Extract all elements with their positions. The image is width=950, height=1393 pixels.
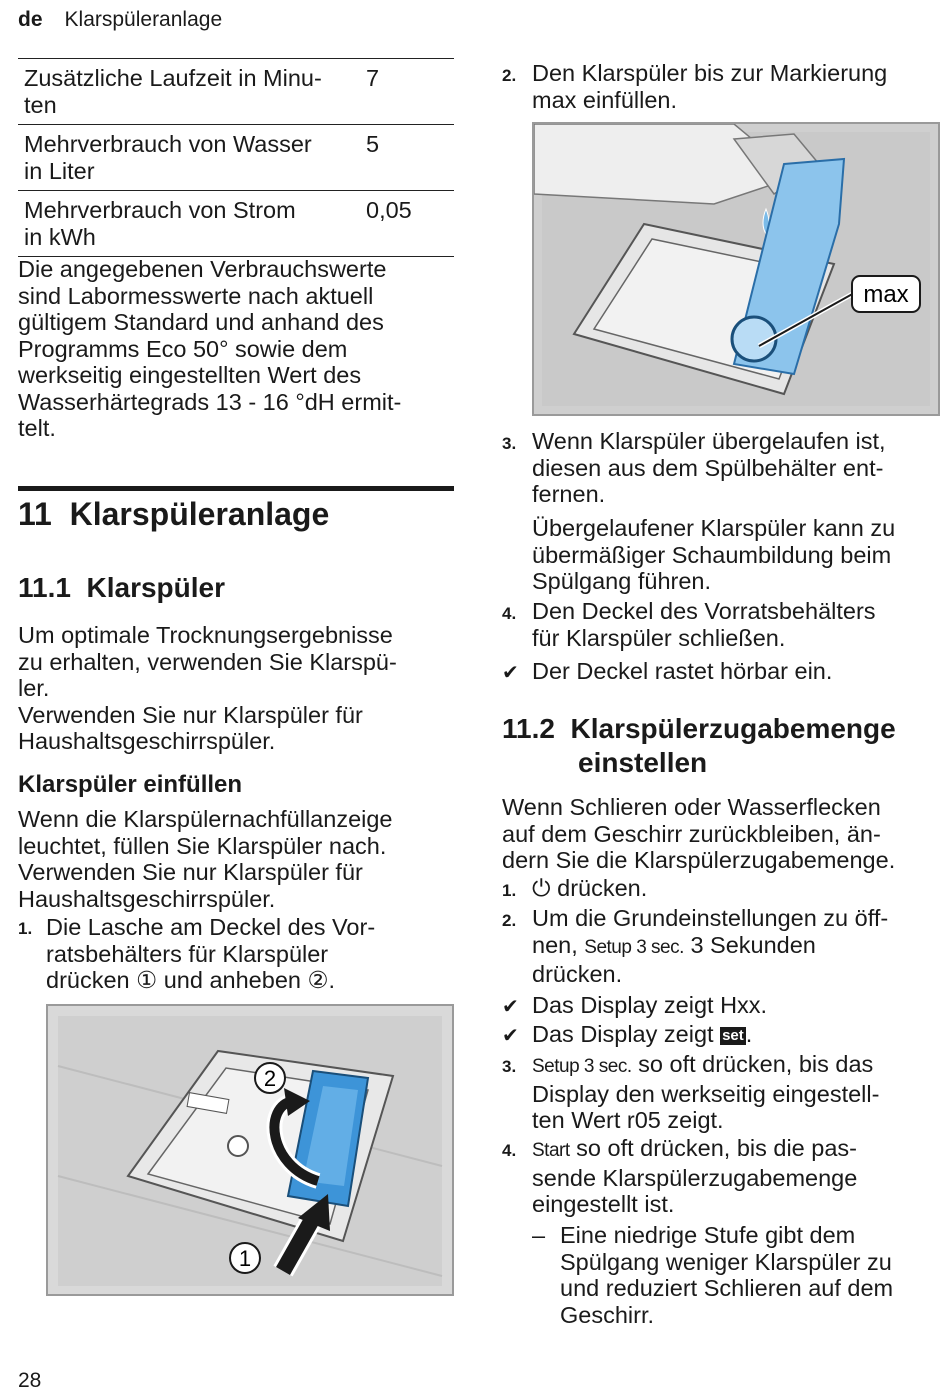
step-text: Setup 3 sec. so oft drücken, bis das Display den werkseitig eingestell- ten Wert r05 zeigt.: [532, 1051, 880, 1133]
check-icon: ✔: [502, 662, 519, 684]
step-number: 3.: [502, 434, 517, 453]
sub-heading: Klarspüler einfüllen: [18, 771, 243, 798]
consumption-table: [18, 58, 454, 257]
step-number: 4.: [502, 604, 517, 623]
figure-fill-max: [532, 122, 940, 416]
step-text: Start so oft drücken, bis die pas- sende Klarspülerzugabemenge eingestellt ist.: [532, 1135, 858, 1217]
page-header: [18, 8, 222, 32]
dash-text: Eine niedrige Stufe gibt dem Spülgang weniger Klarspüler zu und reduziert Schlieren auf dem Geschirr.: [560, 1222, 894, 1328]
dispenser-illustration: [48, 1006, 452, 1294]
header-title: Klarspüleranlage: [64, 8, 223, 31]
step-text: Um die Grundeinstellungen zu öff- nen, Setup 3 sec. 3 Sekunden drücken.: [532, 905, 889, 987]
consumption-note: Die angegebenen Verbrauchswerte sind Labormesswerte nach aktuell gültigem Standard und anhand des Programms Eco 50° sowie dem werkseitig eingestellten Wert des Wasserhärtegrads 13 - 16 °dH ermit- telt.: [18, 256, 402, 441]
section-intro: Wenn Schlieren oder Wasserflecken auf dem Geschirr zurückbleiben, än- dern Sie die Klarspülerzugabemenge.: [502, 794, 896, 873]
table-label: ten: [24, 91, 57, 118]
step-text: Den Deckel des Vorratsbehälters für Klarspüler schließen.: [532, 598, 876, 651]
table-label: in Liter: [24, 157, 95, 184]
chapter-title: 11 Klarspüleranlage: [18, 496, 330, 532]
table-value: 7: [366, 59, 454, 125]
table-label: Mehrverbrauch von Wasser: [24, 131, 312, 157]
section-title: 11.2 Klarspülerzugabemenge einstellen: [502, 713, 896, 778]
result-text: Das Display zeigt set.: [532, 1021, 753, 1047]
step-number: 4.: [502, 1141, 517, 1160]
step-number: 2.: [502, 911, 517, 930]
figure-label-2: 2: [263, 1066, 277, 1091]
setup-key: Setup 3 sec.: [532, 1056, 632, 1077]
table-value: 0,05: [366, 191, 454, 257]
check-icon: ✔: [502, 996, 519, 1018]
table-label: Mehrverbrauch von Strom: [24, 197, 296, 223]
step-note: Übergelaufener Klarspüler kann zu übermäßiger Schaumbildung beim Spülgang führen.: [532, 515, 896, 594]
figure-open-lid: [46, 1004, 454, 1296]
section-title: 11.1 Klarspüler: [18, 572, 226, 603]
table-value: 5: [366, 125, 454, 191]
step-number: 3.: [502, 1057, 517, 1076]
fill-illustration: [534, 124, 938, 414]
result-text: Das Display zeigt Hxx.: [532, 992, 768, 1018]
table-label: Zusätzliche Laufzeit in Minu-: [24, 65, 322, 91]
check-icon: ✔: [502, 1025, 519, 1047]
chapter-rule: [18, 486, 454, 491]
dash-marker: –: [532, 1222, 546, 1248]
power-icon: ⏻: [532, 875, 551, 901]
page-number: 28: [18, 1369, 42, 1392]
set-display-badge: set: [722, 1027, 744, 1044]
step-text: Wenn Klarspüler übergelaufen ist, diesen aus dem Spülbehälter ent- fernen.: [532, 428, 886, 507]
table-label: in kWh: [24, 223, 96, 250]
section-intro: Um optimale Trocknungsergebnisse zu erhalten, verwenden Sie Klarspü- ler. Verwenden Sie nur Klarspüler für Haushaltsgeschirrspüler.: [18, 622, 397, 754]
step-number: 1.: [502, 881, 517, 900]
step-text: Den Klarspüler bis zur Markierung max einfüllen.: [532, 60, 888, 113]
table-row: [18, 191, 454, 257]
sub-text: Wenn die Klarspülernachfüllanzeige leuchtet, füllen Sie Klarspüler nach. Verwenden Sie nur Klarspüler für Haushaltsgeschirrspüler.: [18, 806, 393, 912]
header-lang: de: [18, 8, 43, 31]
max-label: max: [863, 281, 909, 308]
result-text: Der Deckel rastet hörbar ein.: [532, 658, 833, 684]
step-text: Die Lasche am Deckel des Vor- ratsbehälters für Klarspüler drücken ① und anheben ②.: [46, 914, 376, 993]
setup-key: Setup 3 sec.: [584, 936, 684, 958]
step-number: 2.: [502, 66, 517, 85]
step-number: 1.: [18, 919, 33, 938]
table-row: [18, 125, 454, 191]
table-row: [18, 59, 454, 125]
figure-label-1: 1: [238, 1246, 252, 1271]
start-key: Start: [532, 1140, 570, 1161]
step-text: ⏻ drücken.: [532, 875, 648, 901]
